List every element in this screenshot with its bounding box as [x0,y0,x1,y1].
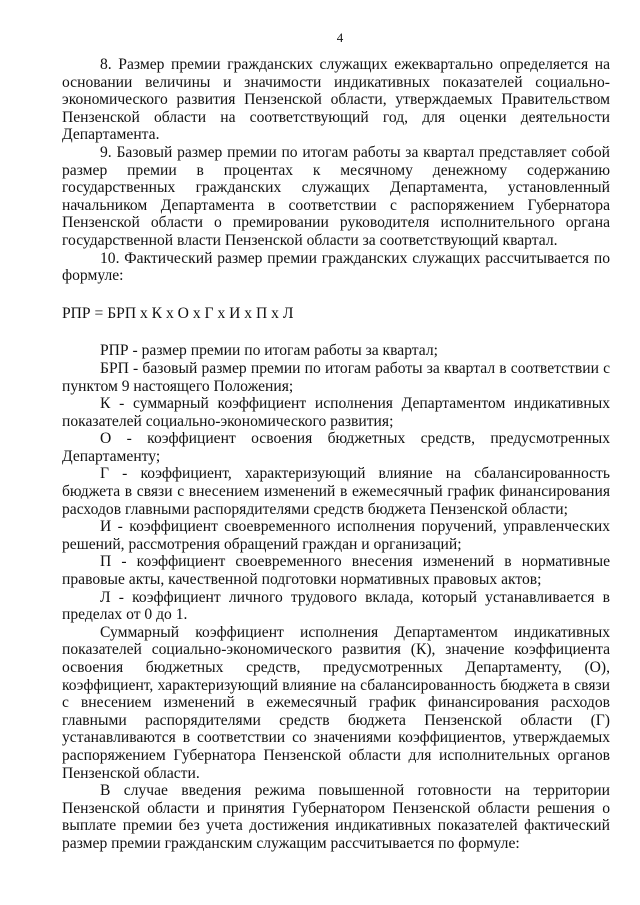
paragraph-coefficients: Суммарный коэффициент исполнения Департаментом индикативных показателей социально-экономического развития (К), значение коэффициента освоения бюджетных средств, предусмотренных Департаменту, (О), коэффициент, характеризующий влияние на сбалансированность бюджета в связи с внесением изменений в ежемесячный график финансирования расходов главными распорядителями средств бюджета Пензенской области (Г) устанавливаются в соответствии со значениями коэффициентов, утверждаемых распоряжением Губернатора Пензенской области для исполнительных органов Пензенской области. [62,623,610,782]
definition-o: О - коэффициент освоения бюджетных средств, предусмотренных Департаменту; [62,430,610,465]
paragraph-10: 10. Фактический размер премии гражданских служащих рассчитывается по формуле: [62,249,610,285]
definition-l: Л - коэффициент личного трудового вклада, который устанавливается в пределах от 0 до 1. [62,588,610,624]
document-page [62,30,610,853]
page-number: 4 [336,30,344,45]
definition-i: И - коэффициент своевременного исполнения поручений, управленческих решений, рассмотрения обращений граждан и организаций; [62,518,610,553]
definition-rpr: РПР - размер премии по итогам работы за квартал; [100,342,438,360]
paragraph-emergency: В случае введения режима повышенной готовности на территории Пензенской области и принятия Губернатором Пензенской области решения о выплате премии без учета достижения индикативных показателей фактический размер премии гражданским служащим рассчитывается по формуле: [62,782,610,852]
definition-p: П - коэффициент своевременного внесения изменений в нормативные правовые акты, качественной подготовки нормативных правовых актов; [62,553,610,589]
definition-k: К - суммарный коэффициент исполнения Департаментом индикативных показателей социально-экономического развития; [62,395,610,430]
paragraph-9: 9. Базовый размер премии по итогам работы за квартал представляет собой размер премии в процентах к месячному денежному содержанию государственных гражданских служащих Департамента, установленный начальником Департамента в соответствии с распоряжением Губернатора Пензенской области о премировании руководителя исполнительного органа государственной власти Пензенской области за соответствующий квартал. [62,143,610,249]
definition-brp: БРП - базовый размер премии по итогам работы за квартал в соответствии с пунктом 9 настоящего Положения; [62,359,610,395]
paragraph-8: 8. Размер премии гражданских служащих ежеквартально определяется на основании величины и значимости индикативных показателей социально-экономического развития Пензенской области, утверждаемых Правительством Пензенской области на соответствующий год, для оценки деятельности Департамента. [62,56,610,144]
formula-rpr: РПР = БРП х К х О х Г х И х П х Л [62,304,294,322]
definition-g: Г - коэффициент, характеризующий влияние на сбалансированность бюджета в связи с внесением изменений в ежемесячный график финансирования расходов главными распорядителями средств бюджета Пензенской области; [62,465,610,518]
